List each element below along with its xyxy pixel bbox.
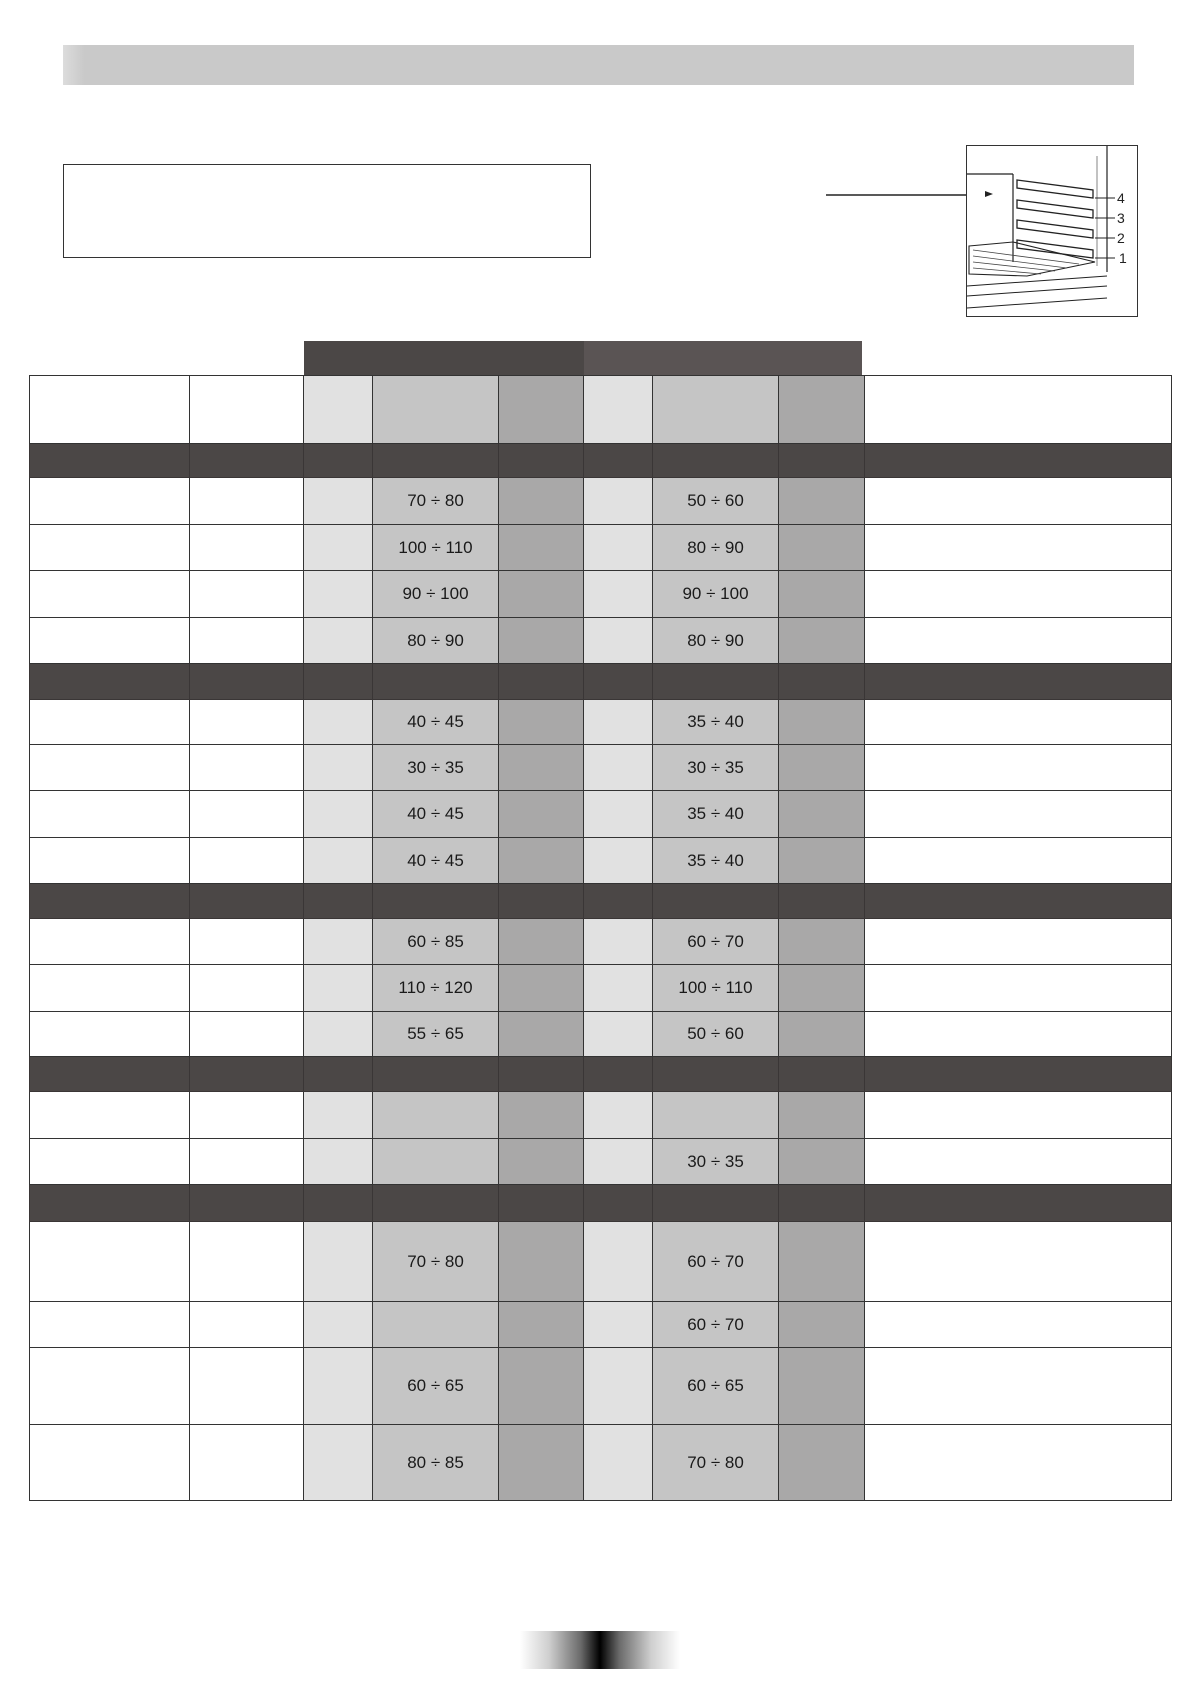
table-cell bbox=[865, 919, 1172, 965]
table-cell bbox=[30, 478, 190, 525]
time-cell-mode-2: 60 ÷ 70 bbox=[653, 1302, 779, 1348]
table-cell bbox=[373, 884, 499, 919]
shelf-level-1: 1 bbox=[1119, 250, 1127, 266]
table-cell bbox=[865, 838, 1172, 884]
table-cell bbox=[30, 1425, 190, 1501]
table-cell bbox=[190, 1222, 304, 1302]
table-cell bbox=[30, 1139, 190, 1185]
table-cell bbox=[779, 700, 865, 745]
time-cell-mode-1: 40 ÷ 45 bbox=[373, 700, 499, 745]
table-cell bbox=[653, 376, 779, 444]
table-cell bbox=[304, 838, 373, 884]
table-cell bbox=[304, 1302, 373, 1348]
table-cell bbox=[865, 1222, 1172, 1302]
table-cell bbox=[779, 525, 865, 571]
table-cell bbox=[779, 1057, 865, 1092]
table-cell bbox=[499, 571, 584, 618]
table-cell bbox=[190, 1057, 304, 1092]
table-cell bbox=[865, 791, 1172, 838]
table-cell bbox=[304, 1092, 373, 1139]
table-row bbox=[30, 1302, 1172, 1348]
table-cell bbox=[779, 444, 865, 478]
table-cell bbox=[30, 1057, 190, 1092]
table-cell bbox=[304, 745, 373, 791]
table-cell bbox=[865, 376, 1172, 444]
section-row bbox=[30, 884, 1172, 919]
table-cell bbox=[373, 376, 499, 444]
table-cell bbox=[865, 1057, 1172, 1092]
table-cell bbox=[865, 1092, 1172, 1139]
table-cell bbox=[584, 965, 653, 1012]
table-cell bbox=[304, 919, 373, 965]
table-cell bbox=[30, 838, 190, 884]
table-cell bbox=[865, 571, 1172, 618]
table-cell bbox=[304, 1057, 373, 1092]
table-cell bbox=[499, 791, 584, 838]
table-row bbox=[30, 618, 1172, 664]
table-cell bbox=[373, 444, 499, 478]
table-cell bbox=[865, 1185, 1172, 1222]
info-text-box bbox=[63, 164, 591, 258]
time-cell-mode-1: 60 ÷ 65 bbox=[373, 1348, 499, 1425]
table-cell bbox=[30, 745, 190, 791]
table-cell bbox=[653, 1057, 779, 1092]
table-cell bbox=[653, 664, 779, 700]
table-cell bbox=[304, 664, 373, 700]
table-cell bbox=[373, 1057, 499, 1092]
table-cell bbox=[304, 376, 373, 444]
table-row bbox=[30, 965, 1172, 1012]
table-cell bbox=[865, 444, 1172, 478]
table-row bbox=[30, 838, 1172, 884]
table-cell bbox=[865, 525, 1172, 571]
table-row bbox=[30, 1092, 1172, 1139]
table-cell bbox=[499, 700, 584, 745]
table-cell bbox=[779, 376, 865, 444]
table-row bbox=[30, 1139, 1172, 1185]
table-cell bbox=[30, 571, 190, 618]
table-cell bbox=[304, 478, 373, 525]
time-cell-mode-1 bbox=[373, 1092, 499, 1139]
time-cell-mode-2: 70 ÷ 80 bbox=[653, 1425, 779, 1501]
table-cell bbox=[865, 478, 1172, 525]
table-cell bbox=[779, 1425, 865, 1501]
time-cell-mode-2: 50 ÷ 60 bbox=[653, 1012, 779, 1057]
table-cell bbox=[30, 1222, 190, 1302]
table-cell bbox=[499, 1222, 584, 1302]
table-cell bbox=[304, 965, 373, 1012]
table-cell bbox=[779, 1092, 865, 1139]
table-cell bbox=[779, 838, 865, 884]
table-cell bbox=[190, 1302, 304, 1348]
table-cell bbox=[30, 965, 190, 1012]
table-cell bbox=[190, 664, 304, 700]
table-cell bbox=[190, 745, 304, 791]
table-cell bbox=[190, 525, 304, 571]
table-cell bbox=[865, 1139, 1172, 1185]
table-cell bbox=[779, 965, 865, 1012]
table-cell bbox=[190, 700, 304, 745]
table-cell bbox=[584, 1222, 653, 1302]
table-cell bbox=[190, 1092, 304, 1139]
time-cell-mode-2: 35 ÷ 40 bbox=[653, 700, 779, 745]
time-cell-mode-2: 80 ÷ 90 bbox=[653, 618, 779, 664]
time-cell-mode-2: 80 ÷ 90 bbox=[653, 525, 779, 571]
time-cell-mode-2: 30 ÷ 35 bbox=[653, 745, 779, 791]
table-cell bbox=[304, 1139, 373, 1185]
table-row bbox=[30, 700, 1172, 745]
table-cell bbox=[304, 1425, 373, 1501]
table-cell bbox=[304, 444, 373, 478]
table-cell bbox=[779, 745, 865, 791]
table-cell bbox=[584, 700, 653, 745]
time-cell-mode-2: 60 ÷ 70 bbox=[653, 1222, 779, 1302]
table-cell bbox=[779, 1139, 865, 1185]
table-cell bbox=[653, 444, 779, 478]
table-cell bbox=[865, 618, 1172, 664]
table-cell bbox=[779, 1222, 865, 1302]
table-cell bbox=[499, 478, 584, 525]
table-cell bbox=[779, 1348, 865, 1425]
oven-mode-header-2 bbox=[584, 341, 862, 376]
time-cell-mode-1: 80 ÷ 85 bbox=[373, 1425, 499, 1501]
table-cell bbox=[584, 838, 653, 884]
table-cell bbox=[499, 664, 584, 700]
table-cell bbox=[865, 700, 1172, 745]
table-cell bbox=[779, 884, 865, 919]
time-cell-mode-2: 35 ÷ 40 bbox=[653, 791, 779, 838]
table-cell bbox=[190, 618, 304, 664]
table-cell bbox=[30, 919, 190, 965]
table-cell bbox=[584, 1057, 653, 1092]
table-cell bbox=[499, 1012, 584, 1057]
table-row bbox=[30, 525, 1172, 571]
table-cell bbox=[584, 1185, 653, 1222]
time-cell-mode-1: 80 ÷ 90 bbox=[373, 618, 499, 664]
table-cell bbox=[779, 571, 865, 618]
table-cell bbox=[584, 571, 653, 618]
time-cell-mode-1: 40 ÷ 45 bbox=[373, 791, 499, 838]
table-cell bbox=[30, 664, 190, 700]
table-cell bbox=[584, 664, 653, 700]
table-cell bbox=[190, 791, 304, 838]
table-cell bbox=[190, 571, 304, 618]
table-cell bbox=[499, 525, 584, 571]
table-cell bbox=[499, 1302, 584, 1348]
table-cell bbox=[190, 1012, 304, 1057]
table-cell bbox=[304, 525, 373, 571]
table-cell bbox=[584, 884, 653, 919]
table-cell bbox=[584, 618, 653, 664]
table-cell bbox=[584, 1139, 653, 1185]
time-cell-mode-2: 50 ÷ 60 bbox=[653, 478, 779, 525]
table-cell bbox=[779, 791, 865, 838]
time-cell-mode-1: 70 ÷ 80 bbox=[373, 478, 499, 525]
table-cell bbox=[30, 1185, 190, 1222]
shelf-level-4: 4 bbox=[1117, 190, 1125, 206]
header-row bbox=[30, 376, 1172, 444]
time-cell-mode-2: 35 ÷ 40 bbox=[653, 838, 779, 884]
table-cell bbox=[499, 376, 584, 444]
table-cell bbox=[584, 791, 653, 838]
table-cell bbox=[190, 838, 304, 884]
time-cell-mode-2 bbox=[653, 1092, 779, 1139]
table-cell bbox=[584, 478, 653, 525]
table-row bbox=[30, 1348, 1172, 1425]
table-cell bbox=[304, 1012, 373, 1057]
time-cell-mode-2: 60 ÷ 70 bbox=[653, 919, 779, 965]
table-row bbox=[30, 571, 1172, 618]
table-cell bbox=[30, 525, 190, 571]
table-cell bbox=[865, 1348, 1172, 1425]
table-cell bbox=[304, 571, 373, 618]
table-cell bbox=[865, 965, 1172, 1012]
table-cell bbox=[865, 884, 1172, 919]
time-cell-mode-1 bbox=[373, 1139, 499, 1185]
table-cell bbox=[653, 884, 779, 919]
time-cell-mode-2: 100 ÷ 110 bbox=[653, 965, 779, 1012]
time-cell-mode-2: 60 ÷ 65 bbox=[653, 1348, 779, 1425]
table-cell bbox=[190, 1348, 304, 1425]
table-row bbox=[30, 745, 1172, 791]
table-cell bbox=[190, 1139, 304, 1185]
table-cell bbox=[865, 1425, 1172, 1501]
table-cell bbox=[30, 1302, 190, 1348]
table-cell bbox=[30, 1092, 190, 1139]
table-cell bbox=[304, 1348, 373, 1425]
table-cell bbox=[190, 1425, 304, 1501]
table-cell bbox=[30, 444, 190, 478]
time-cell-mode-1: 90 ÷ 100 bbox=[373, 571, 499, 618]
table-cell bbox=[499, 1425, 584, 1501]
time-cell-mode-1: 110 ÷ 120 bbox=[373, 965, 499, 1012]
table-cell bbox=[373, 1185, 499, 1222]
section-row bbox=[30, 664, 1172, 700]
table-cell bbox=[373, 664, 499, 700]
time-cell-mode-1: 100 ÷ 110 bbox=[373, 525, 499, 571]
time-cell-mode-2: 90 ÷ 100 bbox=[653, 571, 779, 618]
table-cell bbox=[499, 1185, 584, 1222]
table-cell bbox=[499, 1057, 584, 1092]
table-cell bbox=[584, 525, 653, 571]
table-cell bbox=[190, 376, 304, 444]
table-cell bbox=[304, 1222, 373, 1302]
table-cell bbox=[30, 376, 190, 444]
time-cell-mode-1: 70 ÷ 80 bbox=[373, 1222, 499, 1302]
table-cell bbox=[499, 618, 584, 664]
section-row bbox=[30, 444, 1172, 478]
cooking-table bbox=[29, 375, 1172, 1501]
table-cell bbox=[779, 618, 865, 664]
oven-mode-header-1 bbox=[304, 341, 584, 376]
table-cell bbox=[584, 1348, 653, 1425]
table-cell bbox=[499, 884, 584, 919]
table-cell bbox=[30, 618, 190, 664]
table-cell bbox=[584, 444, 653, 478]
table-cell bbox=[30, 700, 190, 745]
table-cell bbox=[865, 1012, 1172, 1057]
table-cell bbox=[499, 444, 584, 478]
table-cell bbox=[779, 664, 865, 700]
time-cell-mode-2: 30 ÷ 35 bbox=[653, 1139, 779, 1185]
table-cell bbox=[779, 919, 865, 965]
table-cell bbox=[584, 1092, 653, 1139]
table-cell bbox=[584, 1302, 653, 1348]
top-title-bar bbox=[63, 45, 1134, 85]
table-cell bbox=[304, 791, 373, 838]
table-cell bbox=[30, 1012, 190, 1057]
table-cell bbox=[190, 919, 304, 965]
table-cell bbox=[865, 745, 1172, 791]
table-cell bbox=[865, 1302, 1172, 1348]
pointer-line bbox=[826, 194, 986, 196]
table-cell bbox=[190, 965, 304, 1012]
section-row bbox=[30, 1185, 1172, 1222]
table-cell bbox=[499, 919, 584, 965]
table-cell bbox=[499, 1348, 584, 1425]
table-cell bbox=[499, 745, 584, 791]
table-cell bbox=[499, 1139, 584, 1185]
table-cell bbox=[190, 1185, 304, 1222]
table-cell bbox=[499, 965, 584, 1012]
table-row bbox=[30, 1012, 1172, 1057]
table-cell bbox=[584, 745, 653, 791]
table-row bbox=[30, 791, 1172, 838]
table-cell bbox=[779, 478, 865, 525]
time-cell-mode-1: 40 ÷ 45 bbox=[373, 838, 499, 884]
table-cell bbox=[865, 664, 1172, 700]
time-cell-mode-1 bbox=[373, 1302, 499, 1348]
table-cell bbox=[190, 444, 304, 478]
table-row bbox=[30, 478, 1172, 525]
table-cell bbox=[779, 1302, 865, 1348]
oven-shelf-figure bbox=[966, 145, 1138, 317]
page-number-marker bbox=[520, 1631, 680, 1669]
table-cell bbox=[304, 1185, 373, 1222]
table-cell bbox=[30, 791, 190, 838]
table-cell bbox=[653, 1185, 779, 1222]
table-row bbox=[30, 1425, 1172, 1501]
table-cell bbox=[499, 1092, 584, 1139]
table-cell bbox=[304, 884, 373, 919]
table-cell bbox=[584, 1425, 653, 1501]
time-cell-mode-1: 60 ÷ 85 bbox=[373, 919, 499, 965]
time-cell-mode-1: 30 ÷ 35 bbox=[373, 745, 499, 791]
section-row bbox=[30, 1057, 1172, 1092]
table-row bbox=[30, 919, 1172, 965]
table-cell bbox=[304, 700, 373, 745]
table-cell bbox=[584, 376, 653, 444]
shelf-level-2: 2 bbox=[1117, 230, 1125, 246]
table-cell bbox=[30, 884, 190, 919]
table-cell bbox=[584, 1012, 653, 1057]
table-row bbox=[30, 1222, 1172, 1302]
time-cell-mode-1: 55 ÷ 65 bbox=[373, 1012, 499, 1057]
shelf-level-3: 3 bbox=[1117, 210, 1125, 226]
table-cell bbox=[190, 884, 304, 919]
table-cell bbox=[779, 1012, 865, 1057]
oven-shelf-drawing bbox=[967, 146, 1137, 316]
table-cell bbox=[779, 1185, 865, 1222]
table-cell bbox=[304, 618, 373, 664]
table-cell bbox=[499, 838, 584, 884]
table-cell bbox=[30, 1348, 190, 1425]
table-cell bbox=[584, 919, 653, 965]
table-cell bbox=[190, 478, 304, 525]
